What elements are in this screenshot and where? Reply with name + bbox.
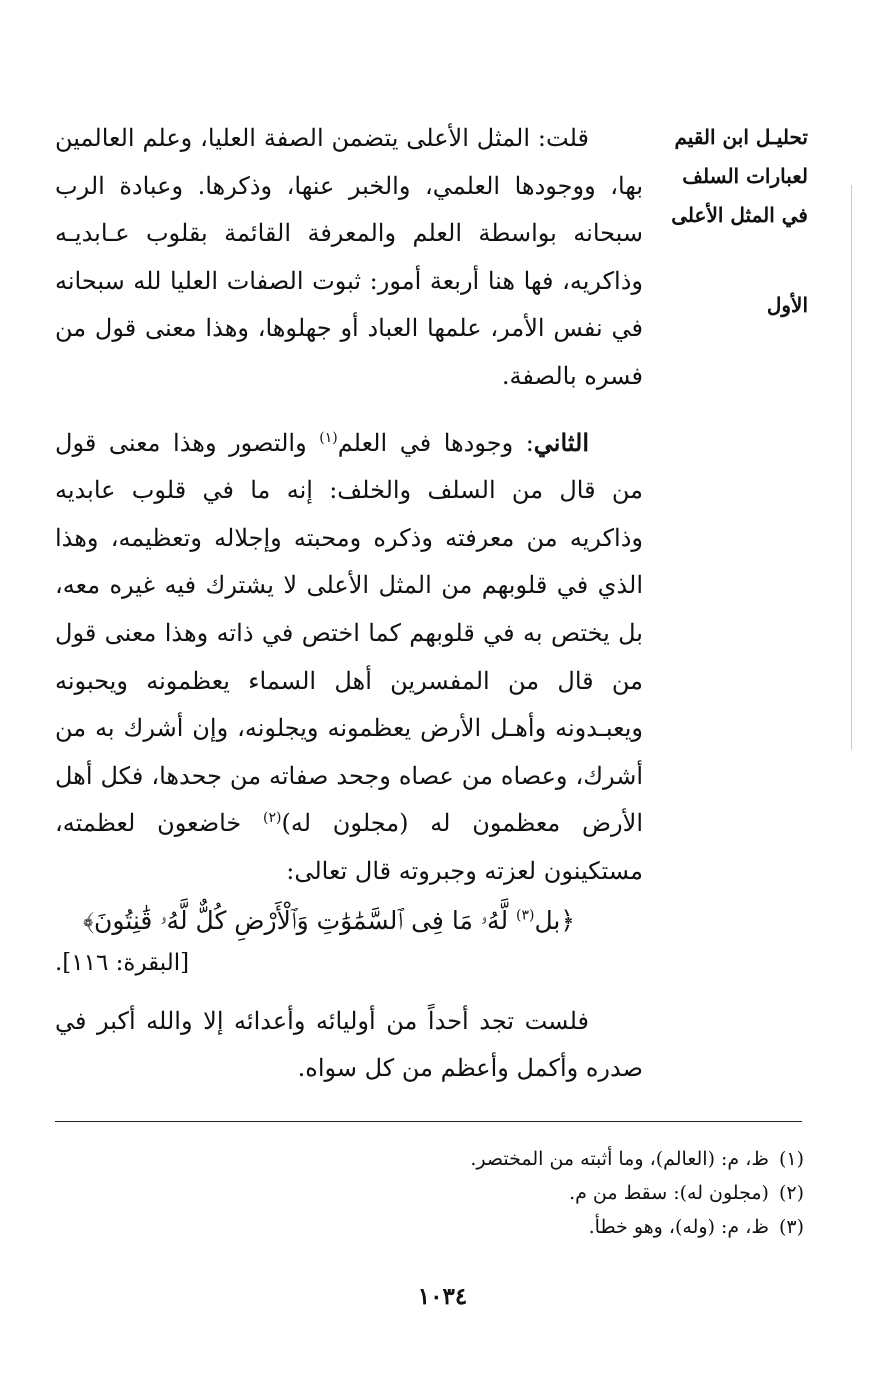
verse-text: لَّهُۥ مَا فِى ٱلسَّمَٰوَٰتِ وَٱلْأَرْضِ كُلٌّ لَّهُۥ قَٰنِتُونَ﴾ xyxy=(82,905,517,935)
footnote-text: ظ، م: (وله)، وهو خطأ. xyxy=(588,1216,769,1238)
paragraph-2-part-c: خاضعون لعظمته، مستكينون لعزته وجبروته قال تعالى: xyxy=(55,809,643,885)
footnote-3 xyxy=(330,1210,804,1244)
footnote-2 xyxy=(330,1176,804,1210)
footnote-number: (٣) xyxy=(778,1216,804,1238)
main-text xyxy=(55,115,643,1093)
footnotes xyxy=(330,1142,804,1244)
margin-note-ibn-alqayyim-analysis: تحليـل ابن القيم لعبارات السلف في المثل الأعلى xyxy=(671,125,808,227)
paragraph-2-heading: الثاني xyxy=(533,427,589,457)
footnote-1 xyxy=(330,1142,804,1176)
verse-reference: [البقرة: ١١٦]. xyxy=(55,949,190,976)
footnote-separator xyxy=(55,1121,802,1122)
paragraph-2-part-a: : وجودها في العلم xyxy=(337,428,534,457)
margin-vertical-rule xyxy=(851,185,852,750)
footnote-text: (مجلون له): سقط من م. xyxy=(569,1182,769,1204)
footnote-ref-3: (٣) xyxy=(516,907,535,924)
page-number: ١٠٣٤ xyxy=(417,1283,468,1310)
margin-notes xyxy=(658,118,808,317)
verse-opening: ﴿بل xyxy=(534,905,576,935)
footnote-text: ظ، م: (العالم)، وما أثبته من المختصر. xyxy=(470,1148,769,1170)
paragraph-3: فلست تجد أحداً من أوليائه وأعدائه إلا والله أكبر في صدره وأكمل وأعظم من كل سواه. xyxy=(55,1006,643,1083)
paragraph-2 xyxy=(55,419,643,896)
quran-verse xyxy=(55,898,643,944)
footnote-ref-2: (٢) xyxy=(263,810,282,827)
footnote-ref-1: (١) xyxy=(319,429,338,446)
paragraph-2-part-b: والتصور وهذا معنى قول من قال من السلف والخلف: إنه ما في قلوب عابديه وذاكريه من معرفته وذكره ومحبته وإجلاله وتعظيمه، وهذا الذي في قلوبهم من المثل الأعلى لا يشترك فيه غيره معه، بل يختص به في قلوبهم كما اختص في ذاته وهذا معنى قول من قال من المفسرين أهل السماء يعظمونه ويحبونه ويعبـدونه وأهـل الأرض يعظمونه ويجلونه، وإن أشرك به من أشرك، وعصاه من عصاه وجحد صفاته من جحدها، فكل أهل الأرض معظمون له (مجلون له) xyxy=(55,428,643,838)
footnote-number: (٢) xyxy=(778,1182,804,1204)
margin-note-first-point: الأول xyxy=(766,293,808,317)
paragraph-1: قلت: المثل الأعلى يتضمن الصفة العليا، وعلم العالمين بها، ووجودها العلمي، والخبر عنها، وذكرها. وعبادة الرب سبحانه بواسطة العلم والمعرفة القائمة بقلوب عـابديـه وذاكريه، فها هنا أربعة أمور: ثبوت الصفات العليا لله سبحانه في نفس الأمر، علمها العباد أو جهلوها، وهذا معنى قول من فسره بالصفة. xyxy=(55,124,643,390)
footnote-number: (١) xyxy=(778,1148,804,1170)
